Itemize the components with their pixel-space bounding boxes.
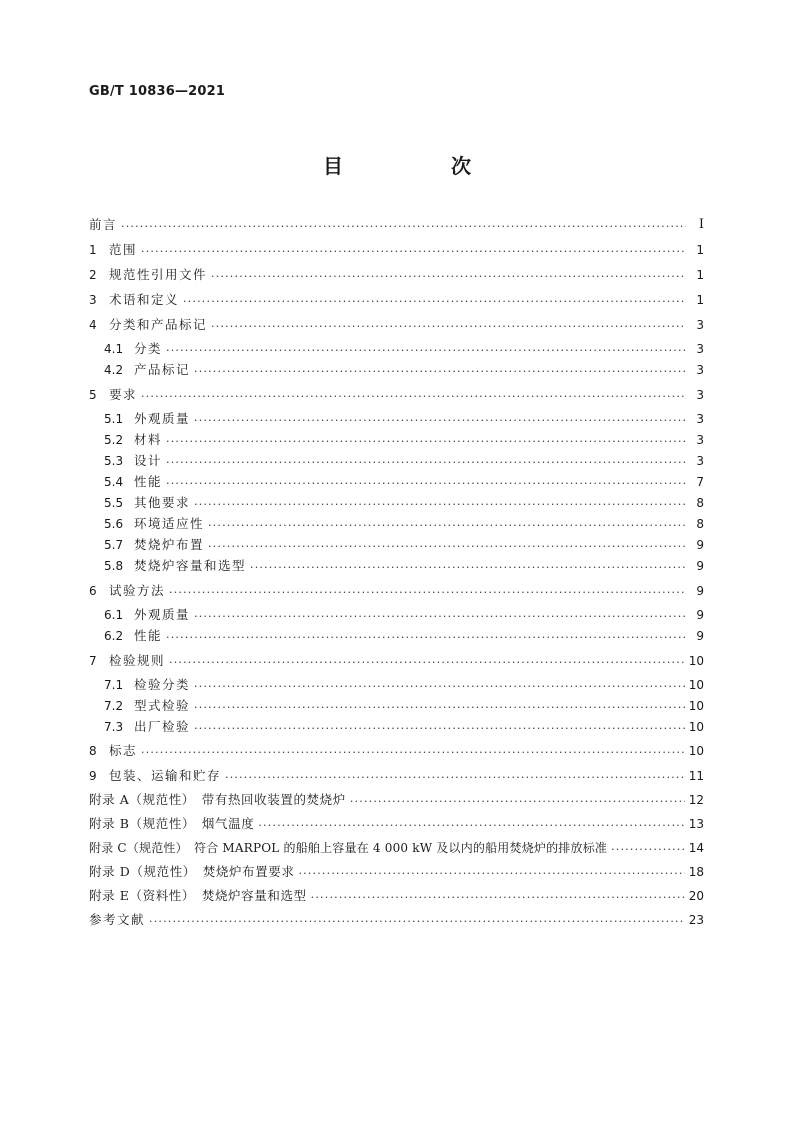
toc-entry-page: 7 (696, 475, 704, 489)
toc-entry-page: I (698, 217, 704, 232)
toc-entry-title: 试验方法 (109, 583, 166, 598)
toc-entry-title: 要求 (109, 387, 138, 402)
toc-entry-title: 焚烧炉布置 (134, 537, 205, 552)
dot-leader (121, 217, 686, 235)
toc-entry-appendix-a[interactable] (89, 790, 704, 810)
toc-entry-page: 10 (688, 678, 704, 692)
toc-entry-title: 附录 A（规范性） 带有热回收装置的焚烧炉 (89, 792, 346, 807)
toc-entry-number: 5.2 (104, 433, 124, 447)
dot-leader (141, 242, 686, 260)
toc-title: 目 次 (323, 154, 515, 178)
toc-entry-6-1[interactable] (89, 605, 704, 625)
dot-leader (350, 792, 685, 810)
toc-entry-page: 11 (688, 769, 704, 783)
toc-entry-page: 10 (688, 654, 704, 668)
toc-entry-number: 3 (89, 293, 97, 307)
dot-leader (194, 362, 686, 380)
dot-leader (141, 387, 686, 405)
dot-leader (211, 317, 686, 335)
dot-leader (166, 432, 686, 450)
toc-entry-title: 术语和定义 (109, 292, 180, 307)
toc-entry-title: 分类 (134, 341, 163, 356)
toc-entry-title: 附录 D（规范性） 焚烧炉布置要求 (89, 864, 295, 879)
toc-entry-number: 7.1 (104, 678, 124, 692)
toc-entry-number: 5.5 (104, 496, 124, 510)
toc-entry-title: 外观质量 (134, 607, 191, 622)
dot-leader (166, 341, 686, 359)
dot-leader (149, 912, 685, 930)
toc-entry-title: 性能 (134, 628, 163, 643)
toc-entry-5-6[interactable] (89, 514, 704, 534)
toc-entry-number: 5.4 (104, 475, 124, 489)
dot-leader (211, 267, 686, 285)
toc-entry-number: 9 (89, 769, 97, 783)
toc-entry-number: 5 (89, 388, 97, 402)
toc-entry-title: 前言 (89, 217, 118, 232)
toc-entry-4-2[interactable] (89, 360, 704, 380)
toc-entry-6[interactable] (89, 581, 704, 601)
toc-entry-5-7[interactable] (89, 535, 704, 555)
dot-leader (166, 628, 686, 646)
toc-entry-page: 20 (688, 889, 704, 903)
toc-entry-number: 7 (89, 654, 97, 668)
toc-entry-2[interactable] (89, 265, 704, 285)
toc-entry-number: 6 (89, 584, 97, 598)
toc-entry-title: 外观质量 (134, 411, 191, 426)
toc-entry-title: 检验分类 (134, 677, 191, 692)
toc-entry-7-2[interactable] (89, 696, 704, 716)
toc-entry-number: 4.1 (104, 342, 124, 356)
toc-entry-page: 9 (696, 584, 704, 598)
toc-entry-5-5[interactable] (89, 493, 704, 513)
toc-entry-page: 3 (696, 388, 704, 402)
dot-leader (141, 743, 685, 761)
toc-entry-4-1[interactable] (89, 339, 704, 359)
dot-leader (208, 516, 686, 534)
toc-entry-title: 规范性引用文件 (109, 267, 208, 282)
toc-entry-number: 7.2 (104, 699, 124, 713)
toc-entry-5[interactable] (89, 385, 704, 405)
toc-entry-page: 9 (696, 629, 704, 643)
dot-leader (194, 677, 685, 695)
toc-entry-number: 5.7 (104, 538, 124, 552)
toc-entry-title: 包装、运输和贮存 (109, 768, 222, 783)
toc-entry-5-2[interactable] (89, 430, 704, 450)
dot-leader (166, 453, 686, 471)
dot-leader (194, 698, 685, 716)
dot-leader (169, 583, 686, 601)
toc-entry-page: 3 (696, 342, 704, 356)
toc-entry-5-8[interactable] (89, 556, 704, 576)
toc-entry-page: 18 (688, 865, 704, 879)
toc-entry-title: 附录 C（规范性） 符合 MARPOL 的船舶上容量在 4 000 kW 及以内的船用焚烧炉的排放标准 (89, 841, 608, 855)
toc-entry-title: 范围 (109, 242, 138, 257)
toc-entry-title: 材料 (134, 432, 163, 447)
toc-entry-page: 8 (696, 517, 704, 531)
toc-entry-page: 10 (688, 744, 704, 758)
toc-entry-number: 4.2 (104, 363, 124, 377)
toc-entry-page: 1 (696, 293, 704, 307)
standard-code: GB/T 10836—2021 (89, 84, 226, 99)
dot-leader (194, 719, 685, 737)
toc-entry-title: 型式检验 (134, 698, 191, 713)
toc-entry-page: 9 (696, 559, 704, 573)
toc-entry-page: 9 (696, 538, 704, 552)
toc-entry-7[interactable] (89, 651, 704, 671)
toc-entry-7-3[interactable] (89, 717, 704, 737)
toc-entry-title: 产品标记 (134, 362, 191, 377)
toc-entry-5-1[interactable] (89, 409, 704, 429)
toc-entry-5-3[interactable] (89, 451, 704, 471)
toc-entry-title: 附录 E（资料性） 焚烧炉容量和选型 (89, 888, 307, 903)
dot-leader (169, 653, 685, 671)
dot-leader (298, 864, 684, 882)
toc-entry-1[interactable] (89, 240, 704, 260)
toc-entry-page: 10 (688, 720, 704, 734)
toc-entry-page: 3 (696, 318, 704, 332)
toc-entry-appendix-e[interactable] (89, 886, 704, 906)
toc-entry-5-4[interactable] (89, 472, 704, 492)
toc-entry-page: 12 (688, 793, 704, 807)
toc-entry-number: 1 (89, 243, 97, 257)
toc-entry-number: 5.3 (104, 454, 124, 468)
toc-entry-title: 其他要求 (134, 495, 191, 510)
toc-entry-page: 3 (696, 433, 704, 447)
toc-entry-number: 5.1 (104, 412, 124, 426)
toc-entry-number: 6.1 (104, 608, 124, 622)
toc-entry-number: 2 (89, 268, 97, 282)
toc-entry-page: 13 (688, 817, 704, 831)
toc-entry-page: 10 (688, 699, 704, 713)
dot-leader (183, 292, 686, 310)
toc-entry-3[interactable] (89, 290, 704, 310)
toc-entry-page: 1 (696, 268, 704, 282)
toc-entry-number: 8 (89, 744, 97, 758)
dot-leader (194, 495, 686, 513)
toc-entry-page: 3 (696, 454, 704, 468)
toc-entry-page: 9 (696, 608, 704, 622)
toc-entry-preface[interactable] (89, 215, 704, 235)
toc-entry-title: 参考文献 (89, 912, 146, 927)
dot-leader (225, 768, 685, 786)
dot-leader (194, 607, 686, 625)
dot-leader (194, 411, 686, 429)
toc-entry-page: 23 (688, 913, 704, 927)
toc-entry-number: 5.8 (104, 559, 124, 573)
toc-entry-title: 出厂检验 (134, 719, 191, 734)
toc-entry-title: 附录 B（规范性） 烟气温度 (89, 816, 255, 831)
toc-entry-number: 6.2 (104, 629, 124, 643)
toc-entry-8[interactable] (89, 741, 704, 761)
toc-entry-page: 1 (696, 243, 704, 257)
toc-entry-number: 7.3 (104, 720, 124, 734)
toc-entry-page: 8 (696, 496, 704, 510)
dot-leader (208, 537, 686, 555)
toc-entry-title: 环境适应性 (134, 516, 205, 531)
toc-entry-title: 设计 (134, 453, 163, 468)
toc-entry-page: 14 (688, 841, 704, 855)
toc-entry-title: 分类和产品标记 (109, 317, 208, 332)
toc-entry-title: 性能 (134, 474, 163, 489)
toc-entry-title: 标志 (109, 743, 138, 758)
toc-entry-number: 5.6 (104, 517, 124, 531)
toc-entry-title: 检验规则 (109, 653, 166, 668)
dot-leader (250, 558, 686, 576)
toc-entry-9[interactable] (89, 766, 704, 786)
dot-leader (611, 840, 685, 858)
dot-leader (311, 888, 685, 906)
dot-leader (166, 474, 686, 492)
toc-entry-appendix-c[interactable] (89, 838, 704, 858)
toc-entry-7-1[interactable] (89, 675, 704, 695)
toc-entry-appendix-d[interactable] (89, 862, 704, 882)
toc-entry-6-2[interactable] (89, 626, 704, 646)
toc-entry-4[interactable] (89, 315, 704, 335)
toc-entry-number: 4 (89, 318, 97, 332)
toc-entry-appendix-b[interactable] (89, 814, 704, 834)
dot-leader (258, 816, 684, 834)
toc-entry-page: 3 (696, 412, 704, 426)
toc-entry-page: 3 (696, 363, 704, 377)
toc-entry-references[interactable] (89, 910, 704, 930)
toc-entry-title: 焚烧炉容量和选型 (134, 558, 247, 573)
